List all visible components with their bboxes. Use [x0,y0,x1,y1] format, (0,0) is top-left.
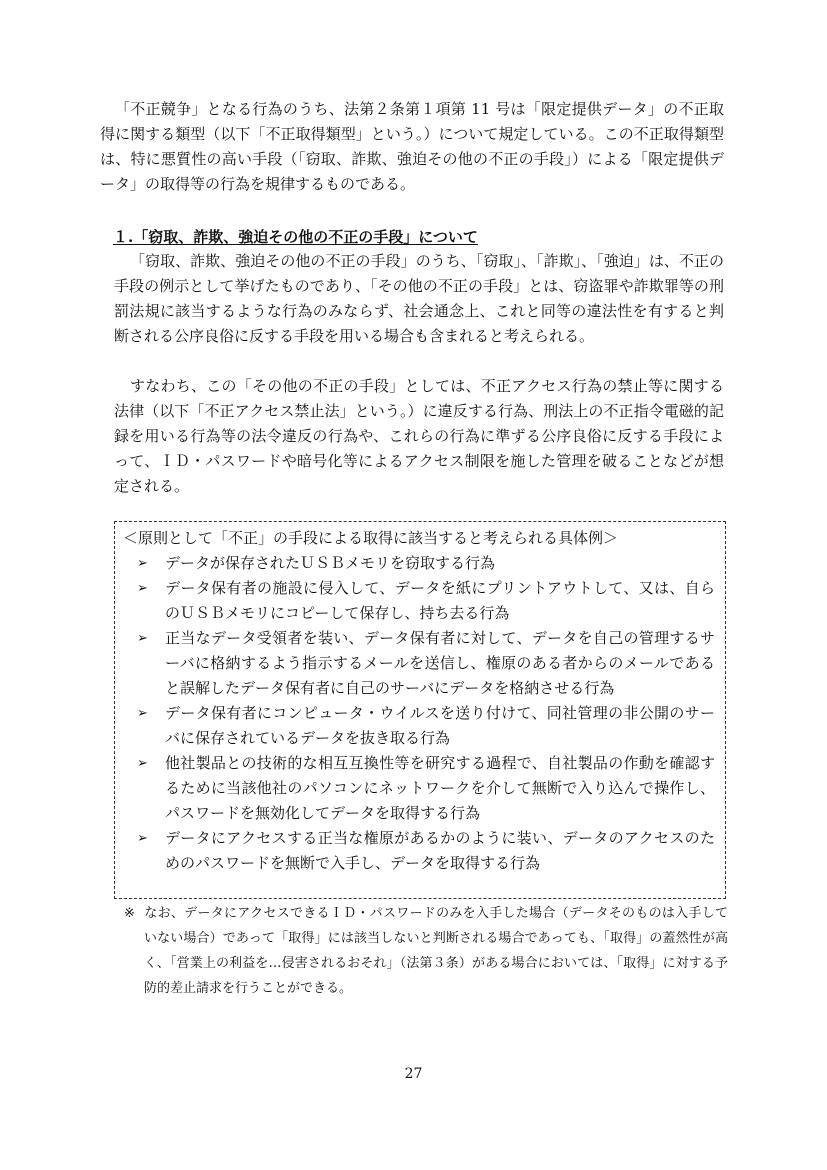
bullet-arrow-icon: ➢ [137,756,148,771]
section-paragraph-1: 「窃取、詐欺、強迫その他の不正の手段」のうち、「窃取」、「詐欺」、「強迫」は、不正の手段の例示として挙げたものであり、「その他の不正の手段」とは、窃盗罪や詐欺罪等の刑罰法規に該当するような行為のみならず、社会通念上、これと同等の違法性を有すると判断される公序良俗に反する手段を用いる場合も含まれると考えられる。 [114,252,724,345]
example-item [123,576,717,626]
example-text: 正当なデータ受領者を装い、データ保有者に対して、データを自己の管理するサーバに格納するよう指示するメールを送信し、権原のある者からのメールであると誤解したデータ保有者に自己のサーバにデータを格納させる行為 [165,629,715,697]
example-text: データが保存されたＵＳＢメモリを窃取する行為 [165,554,496,572]
examples-list [123,551,717,876]
example-item [123,701,717,751]
example-item [123,626,717,701]
bullet-arrow-icon: ➢ [137,556,148,571]
examples-box [114,521,726,899]
example-text: 他社製品との技術的な相互互換性等を研究する過程で、自社製品の作動を確認するために当該他社のパソコンにネットワークを介して無断で入り込んで操作し、パスワードを無効化してデータを取得する行為 [165,754,715,822]
bullet-arrow-icon: ➢ [137,581,148,596]
bullet-arrow-icon: ➢ [137,706,148,721]
intro-paragraph: 「不正競争」となる行為のうち、法第２条第１項第 11 号は「限定提供データ」の不正取得に関する類型（以下「不正取得類型」という。）について規定している。この不正取得類型は、特に悪質性の高い手段（「窃取、詐欺、強迫その他の不正の手段」）による「限定提供データ」の取得等の行為を規律するものである。 [100,100,724,193]
examples-title: ＜原則として「不正」の手段による取得に該当すると考えられる具体例＞ [123,529,619,547]
example-text: データ保有者にコンピュータ・ウイルスを送り付けて、同社管理の非公開のサーバに保存されているデータを抜き取る行為 [165,704,715,747]
footnote-text: なお、データにアクセスできるＩＤ・パスワードのみを入手した場合（データそのものは入手していない場合）であって「取得」には該当しないと判断される場合であっても、「取得」の蓋然性が高く、「営業上の利益を…侵害されるおそれ」（法第３条）がある場合においては、「取得」に対する予防的差止請求を行うことができる。 [144,906,728,996]
footnote [124,901,728,1001]
bullet-arrow-icon: ➢ [137,831,148,846]
example-text: データにアクセスする正当な権原があるかのように装い、データのアクセスのためのパスワードを無断で入手し、データを取得する行為 [165,829,715,872]
example-item [123,551,717,576]
section-paragraph-2: すなわち、この「その他の不正の手段」としては、不正アクセス行為の禁止等に関する法律（以下「不正アクセス禁止法」という。）に違反する行為、刑法上の不正指令電磁的記録を用いる行為等の法令違反の行為や、これらの行為に準ずる公序良俗に反する手段によって、ＩＤ・パスワードや暗号化等によるアクセス制限を施した管理を破ることなどが想定される。 [114,377,724,495]
example-text: データ保有者の施設に侵入して、データを紙にプリントアウトして、又は、自らのＵＳＢメモリにコピーして保存し、持ち去る行為 [165,579,715,622]
example-item [123,751,717,826]
note-mark: ※ [124,906,135,921]
section-heading: １.「窃取、詐欺、強迫その他の不正の手段」について [113,228,478,246]
page-number: 27 [404,1066,423,1082]
bullet-arrow-icon: ➢ [137,631,148,646]
example-item [123,826,717,876]
